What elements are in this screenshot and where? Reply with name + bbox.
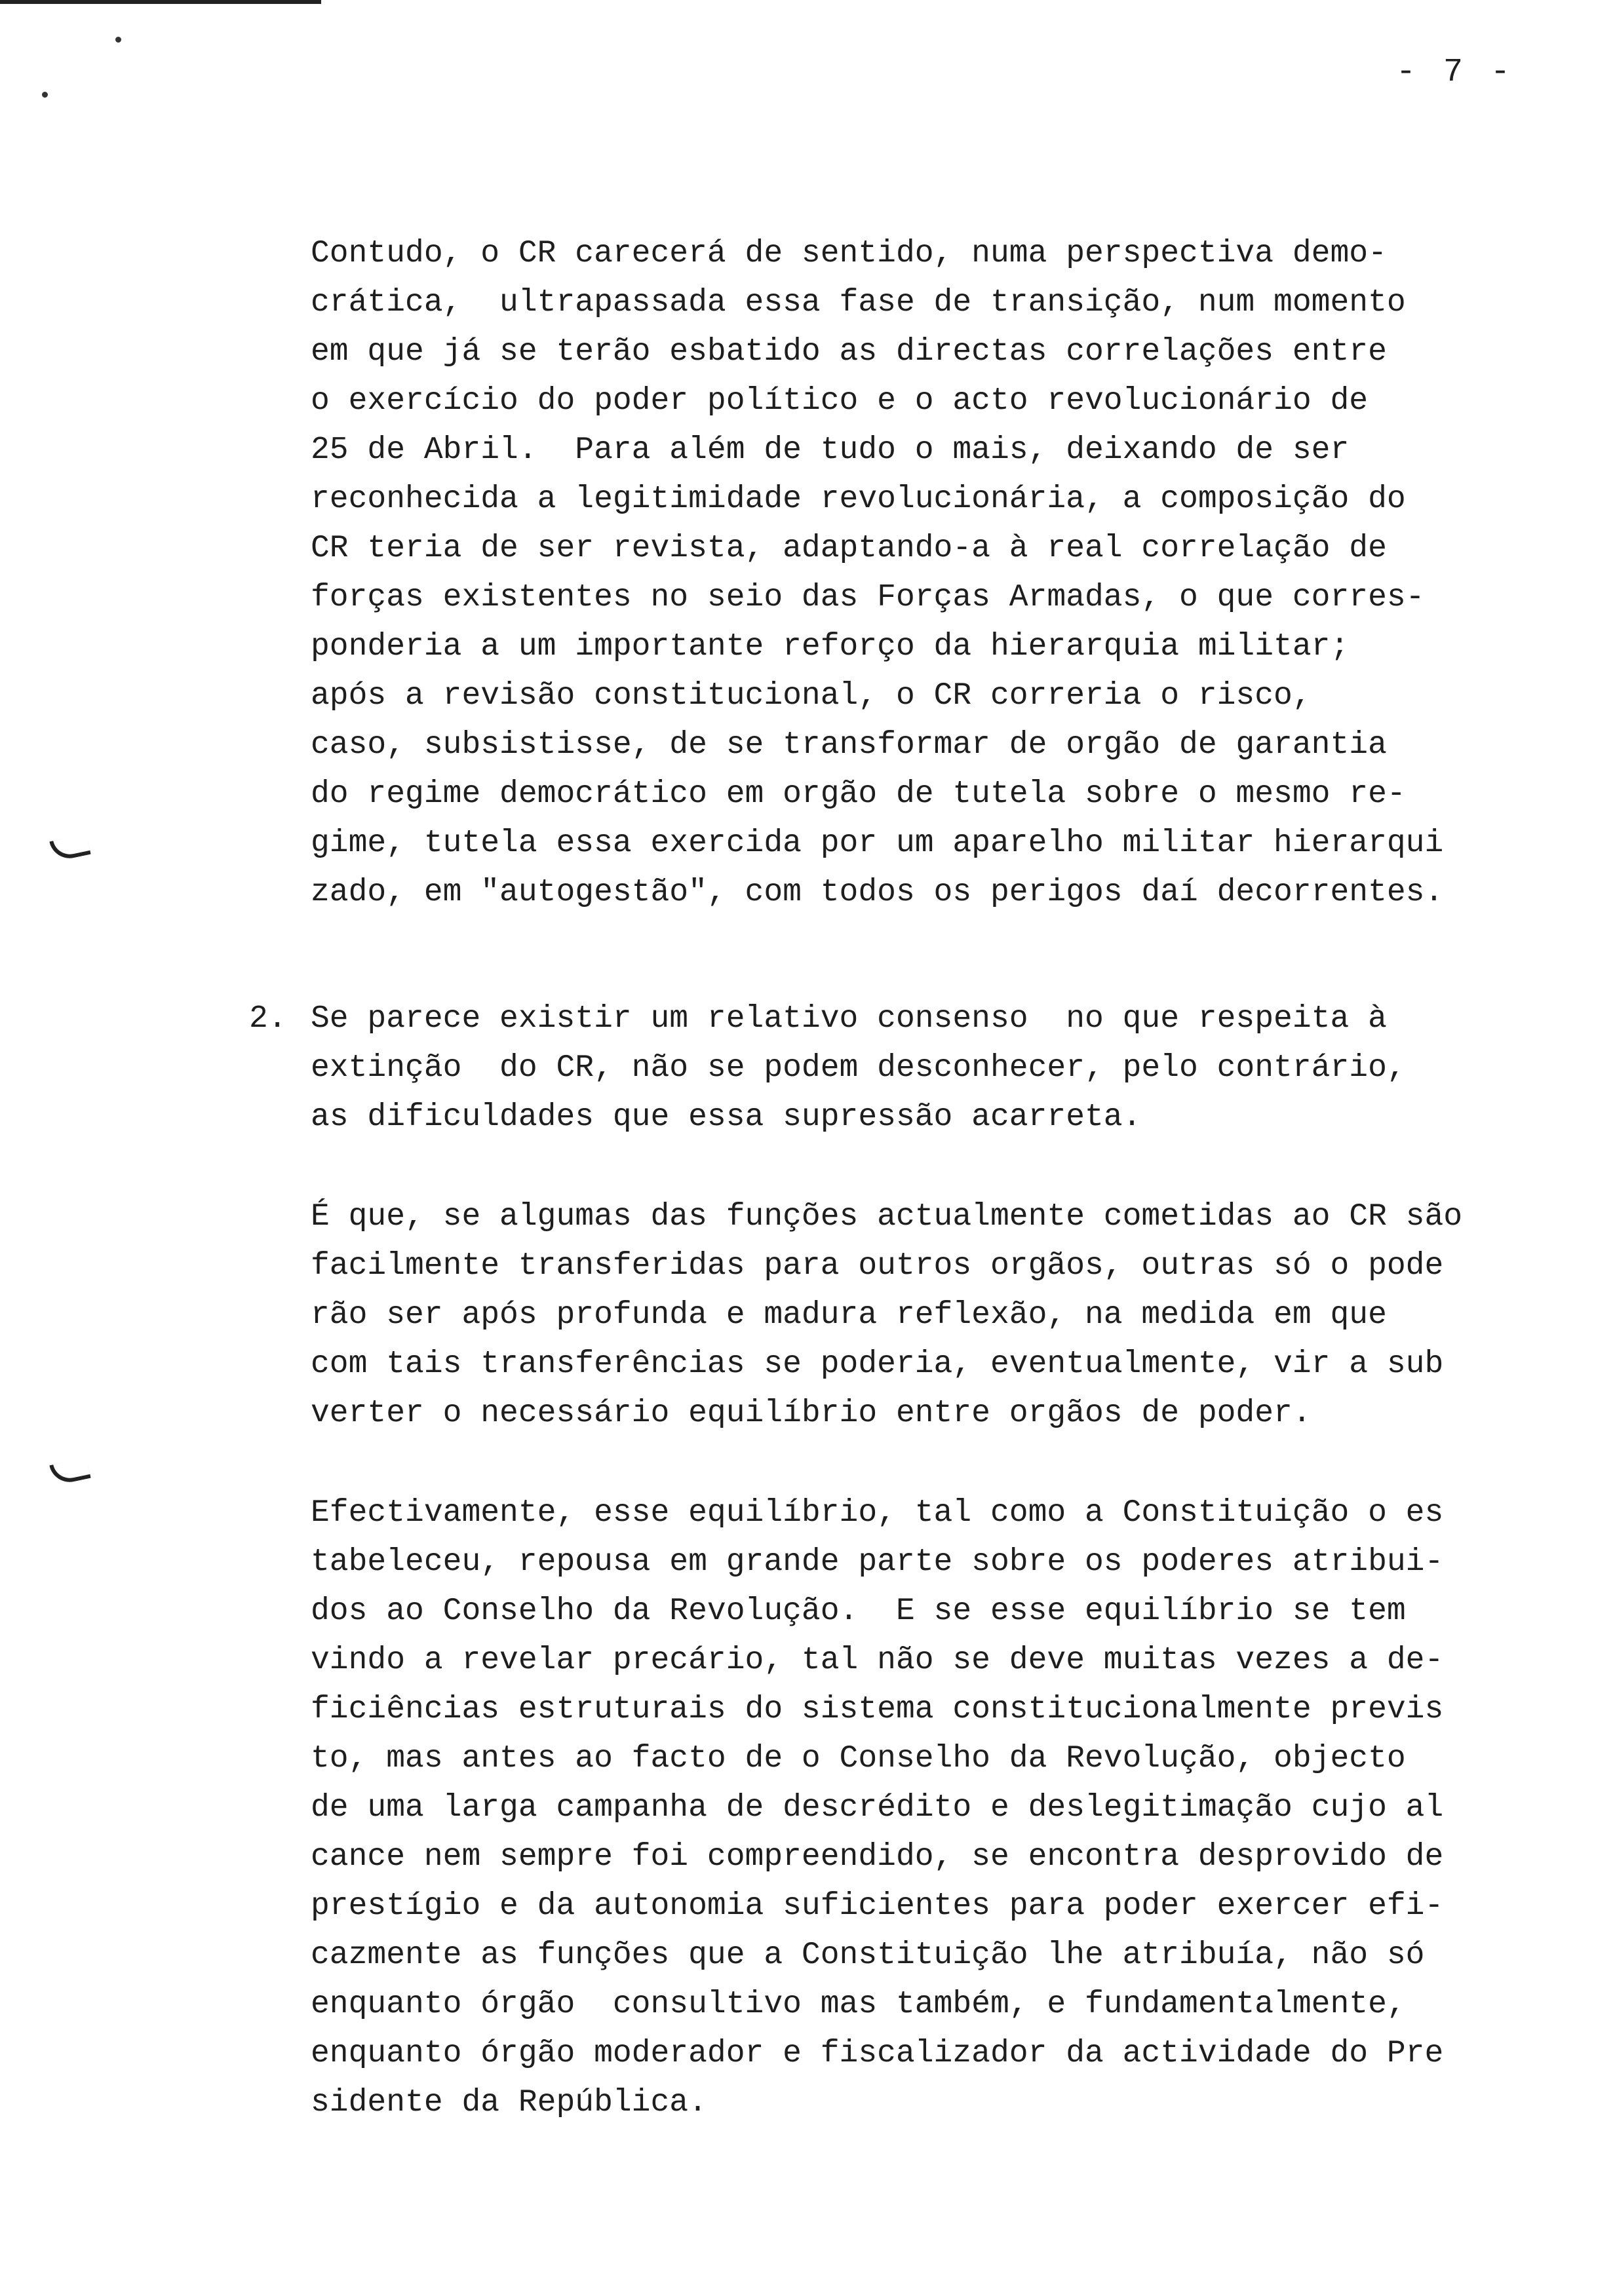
text-line: com tais transferências se poderia, eventualmente, vir a sub: [311, 1347, 1444, 1382]
text-line: Se parece existir um relativo consenso no que respeita à: [311, 1001, 1387, 1037]
text-line: cance nem sempre foi compreendido, se encontra desprovido de: [311, 1839, 1444, 1875]
text-line: Contudo, o CR carecerá de sentido, numa perspectiva demo-: [311, 236, 1387, 271]
text-line: tabeleceu, repousa em grande parte sobre os poderes atribui-: [311, 1544, 1444, 1580]
ink-speck: [115, 37, 121, 43]
text-line: to, mas antes ao facto de o Conselho da Revolução, objecto: [311, 1741, 1406, 1776]
text-line: CR teria de ser revista, adaptando-a à real correlação de: [311, 531, 1387, 566]
text-line: o exercício do poder político e o acto revolucionário de: [311, 383, 1369, 419]
item-number: 2.: [249, 1001, 287, 1037]
text-line: ficiências estruturais do sistema constitucionalmente previs: [311, 1692, 1444, 1727]
text-line: zado, em "autogestão", com todos os perigos daí decorrentes.: [311, 875, 1444, 910]
text-line: reconhecida a legitimidade revolucionária, a composição do: [311, 482, 1406, 517]
text-line: após a revisão constitucional, o CR correria o risco,: [311, 678, 1312, 714]
paragraph-3: [311, 1193, 1462, 1438]
text-line: crática, ultrapassada essa fase de transição, num momento: [311, 285, 1406, 320]
top-edge-rule: [0, 0, 321, 4]
text-line: enquanto órgão moderador e fiscalizador da actividade do Pre: [311, 2036, 1444, 2071]
text-line: em que já se terão esbatido as directas correlações entre: [311, 334, 1387, 370]
text-line: 25 de Abril. Para além de tudo o mais, deixando de ser: [311, 432, 1350, 468]
text-line: ponderia a um importante reforço da hierarquia militar;: [311, 629, 1350, 664]
text-line: prestígio e da autonomia suficientes para poder exercer efi-: [311, 1888, 1444, 1924]
text-line: rão ser após profunda e madura reflexão, na medida em que: [311, 1297, 1387, 1333]
text-line: caso, subsistisse, de se transformar de orgão de garantia: [311, 727, 1387, 763]
text-line: gime, tutela essa exercida por um aparelho militar hierarqui: [311, 826, 1444, 861]
text-line: as dificuldades que essa supressão acarreta.: [311, 1100, 1142, 1135]
text-line: É que, se algumas das funções actualmente cometidas ao CR são: [311, 1199, 1463, 1234]
text-line: Efectivamente, esse equilíbrio, tal como a Constituição o es: [311, 1495, 1444, 1531]
ink-speck: [42, 92, 48, 98]
paragraph-2: [311, 995, 1406, 1142]
text-line: enquanto órgão consultivo mas também, e fundamentalmente,: [311, 1987, 1406, 2022]
text-line: verter o necessário equilíbrio entre orgãos de poder.: [311, 1396, 1312, 1431]
paragraph-4: [311, 1489, 1443, 2128]
text-line: do regime democrático em orgão de tutela sobre o mesmo re-: [311, 776, 1406, 812]
text-line: de uma larga campanha de descrédito e deslegitimação cujo al: [311, 1790, 1444, 1826]
text-line: extinção do CR, não se podem desconhecer, pelo contrário,: [311, 1050, 1406, 1086]
text-line: sidente da República.: [311, 2085, 707, 2120]
margin-check-mark: [49, 1457, 90, 1485]
text-line: facilmente transferidas para outros orgãos, outras só o pode: [311, 1248, 1444, 1284]
text-line: cazmente as funções que a Constituição lhe atribuía, não só: [311, 1938, 1425, 1973]
page-number: - 7 -: [1396, 54, 1515, 91]
margin-check-mark: [49, 833, 90, 862]
text-line: dos ao Conselho da Revolução. E se esse equilíbrio se tem: [311, 1594, 1406, 1629]
text-line: forças existentes no seio das Forças Armadas, o que corres-: [311, 580, 1425, 615]
paragraph-1: [311, 229, 1443, 917]
text-line: vindo a revelar precário, tal não se deve muitas vezes a de-: [311, 1643, 1444, 1678]
